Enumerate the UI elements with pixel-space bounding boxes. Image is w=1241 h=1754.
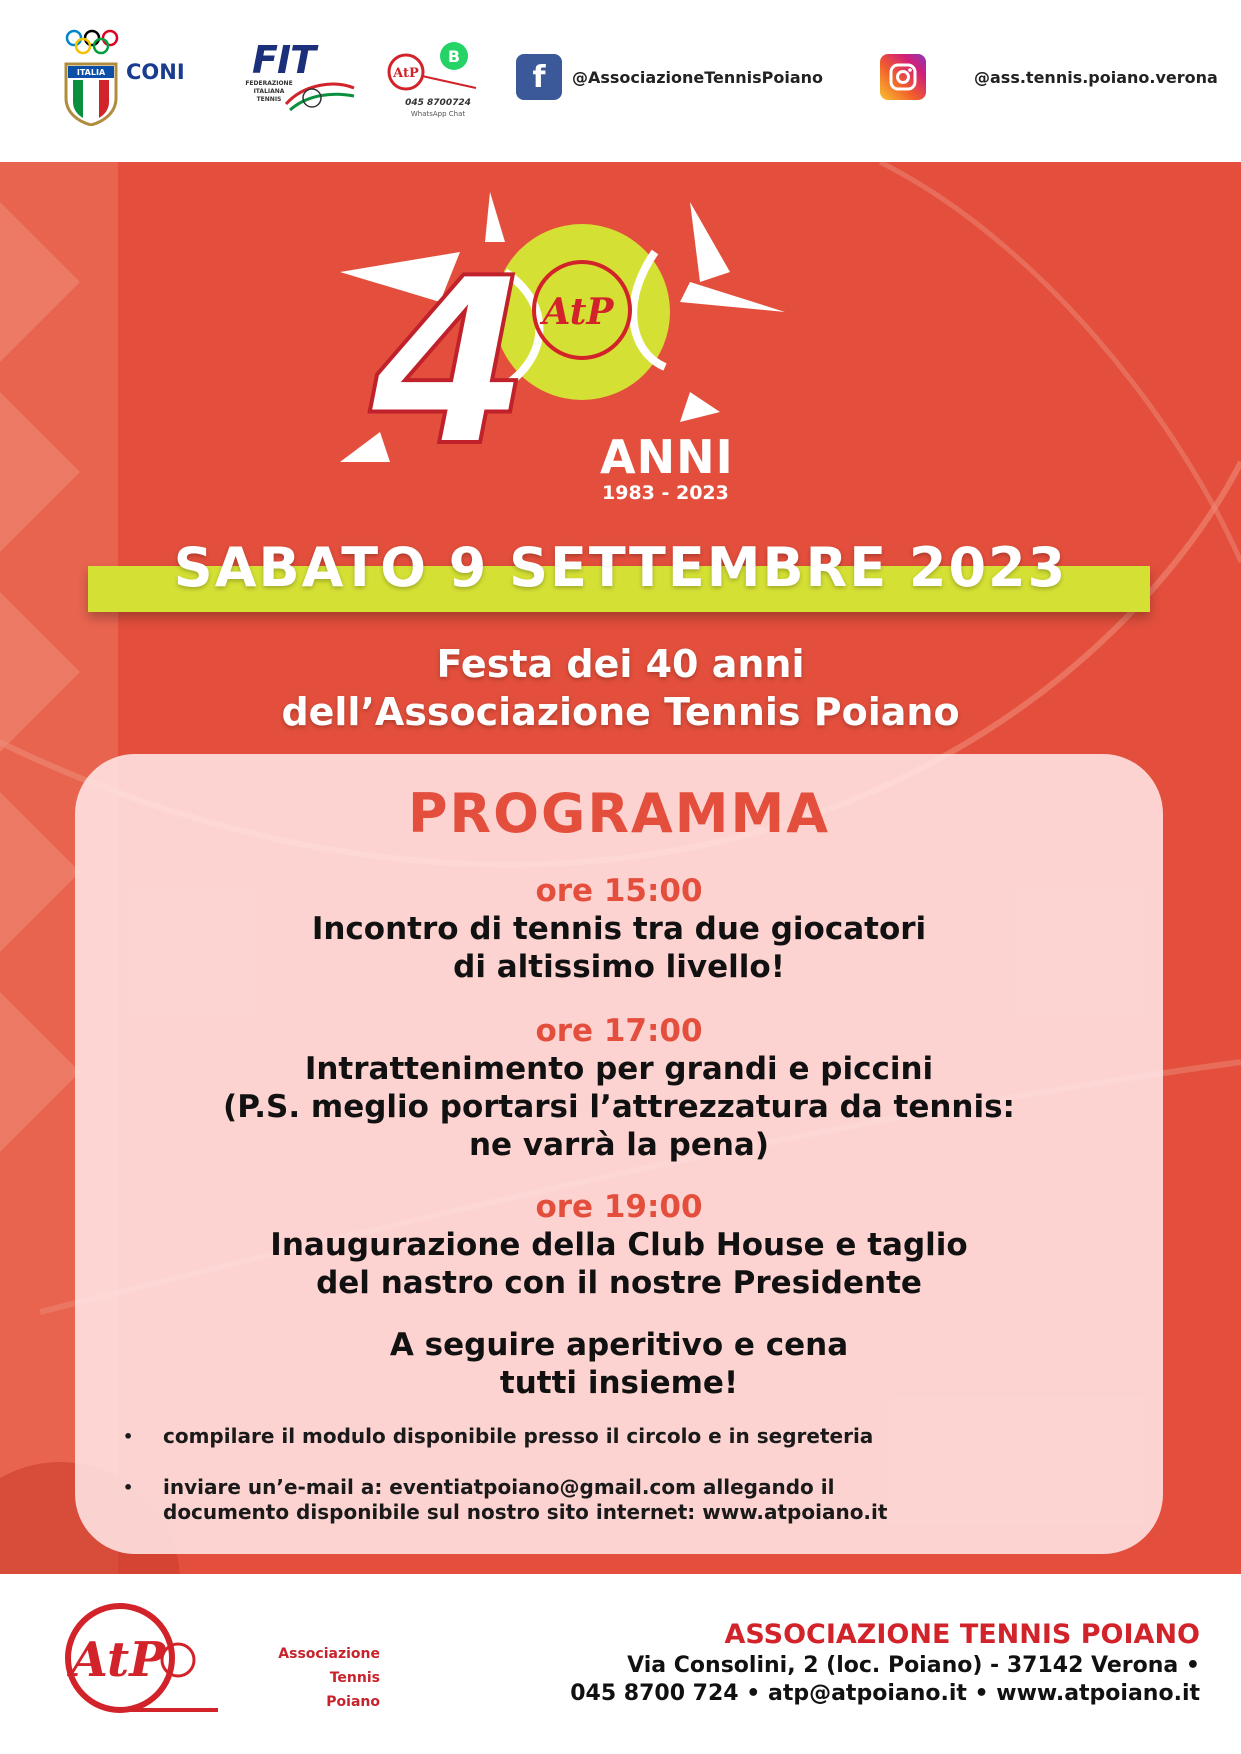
italia-shield-icon xyxy=(64,62,118,126)
logo-anni: ANNI xyxy=(600,430,734,484)
program-item-line: del nastro con il nostre Presidente xyxy=(316,1265,922,1301)
program-item xyxy=(75,1188,1163,1302)
atp-logo-icon xyxy=(60,1596,220,1726)
coni-label: CONI xyxy=(126,60,185,84)
bullet-text: inviare un’e-mail a: eventiatpoiano@gmail.com allegando il documento disponibile sul nostro sito internet: www.atpoiano.it xyxy=(163,1475,888,1524)
fit-logo xyxy=(244,38,356,120)
footer-contact-line[interactable]: 045 8700 724 • atp@atpoiano.it • www.atpoiano.it xyxy=(570,1681,1200,1706)
program-item-time: ore 19:00 xyxy=(535,1189,703,1225)
burst-ray-icon xyxy=(680,282,785,312)
program-item-time: ore 15:00 xyxy=(535,873,703,909)
program-item-line: di altissimo livello! xyxy=(453,949,785,985)
facebook-handle: @AssociazioneTennisPoiano xyxy=(572,67,824,87)
instagram-link[interactable] xyxy=(880,54,1218,100)
program-title: PROGRAMMA xyxy=(407,782,831,845)
program-closing xyxy=(75,1326,1163,1402)
whatsapp-caption: WhatsApp Chat xyxy=(410,110,466,118)
footer-logo-name-line-1: Associazione Tennis xyxy=(278,1646,380,1686)
program-item xyxy=(75,872,1163,986)
program-item-line: ne varrà la pena) xyxy=(468,1127,769,1163)
anniversary-logo xyxy=(330,192,810,512)
program-item-time: ore 17:00 xyxy=(535,1013,703,1049)
program-card xyxy=(75,754,1163,1554)
fit-subtitle: FEDERAZIONE ITALIANA TENNIS xyxy=(245,80,293,103)
olympic-rings-icon xyxy=(64,28,124,56)
logo-years: 1983 - 2023 xyxy=(602,482,729,504)
fit-swoosh-icon xyxy=(284,74,356,114)
facebook-icon: f xyxy=(516,54,562,100)
list-item xyxy=(123,1424,1123,1449)
instagram-handle: @ass.tennis.poiano.verona xyxy=(974,67,1218,87)
footer xyxy=(0,1574,1241,1754)
closing-line-1: A seguire aperitivo e cena xyxy=(389,1327,849,1363)
whatsapp-contact[interactable] xyxy=(380,40,488,130)
event-subtitle xyxy=(0,640,1241,736)
logo-digit: 4 xyxy=(369,230,531,497)
program-item-line: (P.S. meglio portarsi l’attrezzatura da tennis: xyxy=(223,1089,1015,1125)
coni-shield-label: ITALIA xyxy=(76,68,106,77)
registration-list xyxy=(123,1424,1123,1551)
event-date: SABATO 9 SETTEMBRE 2023 xyxy=(173,536,1068,599)
facebook-link[interactable] xyxy=(516,54,823,100)
fit-title: FIT xyxy=(252,38,316,82)
whatsapp-phone: 045 8700724 xyxy=(405,98,471,108)
whatsapp-badge: B xyxy=(447,47,461,66)
coni-logo xyxy=(64,28,194,128)
program-item-line: Inaugurazione della Club House e taglio xyxy=(270,1227,968,1263)
event-poster xyxy=(0,162,1241,1574)
program-item xyxy=(75,1012,1163,1164)
festa-line-2: dell’Associazione Tennis Poiano xyxy=(281,690,960,734)
ball-logo-text: AtP xyxy=(542,291,614,333)
footer-address: Via Consolini, 2 (loc. Poiano) - 37142 Verona • xyxy=(627,1653,1200,1678)
footer-contacts xyxy=(460,1618,1200,1708)
footer-org-name: ASSOCIAZIONE TENNIS POIANO xyxy=(724,1619,1200,1650)
closing-line-2: tutti insieme! xyxy=(499,1365,739,1401)
svg-text:AtP: AtP xyxy=(393,66,419,81)
program-item-line: Intrattenimento per grandi e piccini xyxy=(304,1051,934,1087)
bullet-text: compilare il modulo disponibile presso il circolo e in segreteria xyxy=(163,1424,874,1448)
header-bar xyxy=(0,0,1241,162)
program-item-line: Incontro di tennis tra due giocatori xyxy=(311,911,927,947)
burst-ray-icon xyxy=(680,392,720,422)
footer-logo-name xyxy=(230,1642,380,1714)
atp-whatsapp-logo-icon xyxy=(384,40,484,98)
footer-logo-text: AtP xyxy=(70,1632,166,1688)
list-item xyxy=(123,1475,1123,1525)
burst-ray-icon xyxy=(690,202,730,282)
bullet-icon: • xyxy=(123,1427,134,1446)
footer-logo-name-line-2: Poiano xyxy=(326,1694,380,1710)
bullet-icon: • xyxy=(123,1478,134,1497)
instagram-icon xyxy=(880,54,926,100)
festa-line-1: Festa dei 40 anni xyxy=(436,642,805,686)
